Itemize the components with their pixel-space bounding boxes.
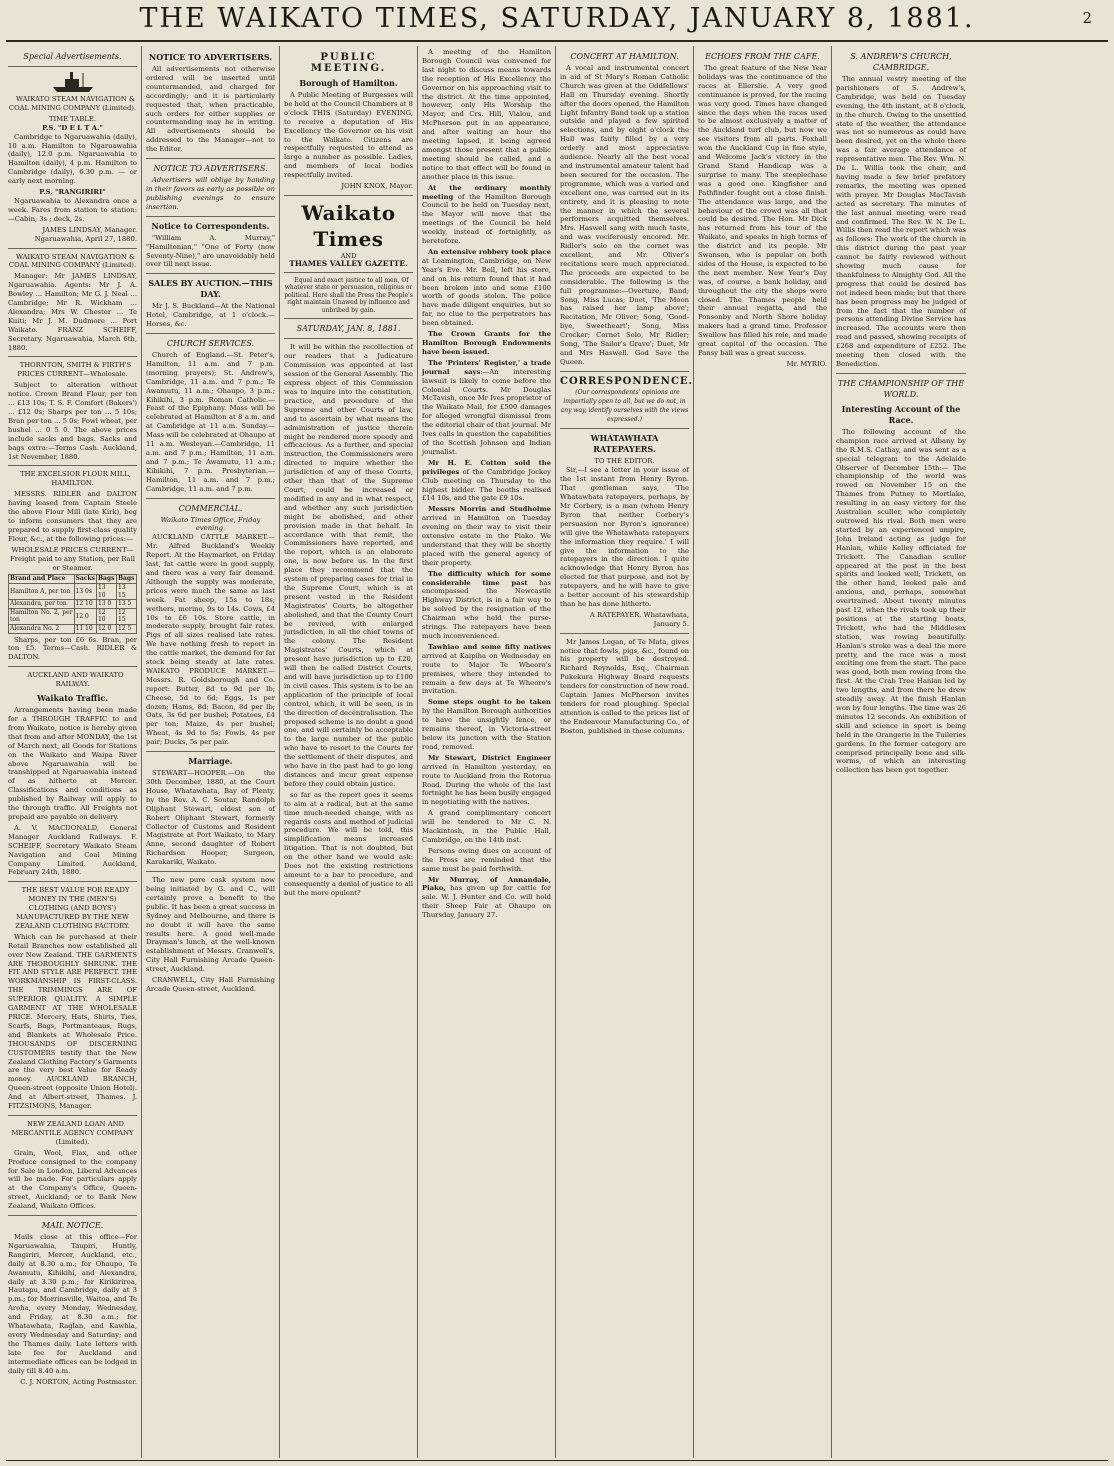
leader-article-continued: so far as the report goes it seems to aim at a radical, but at the same time much-needed change, with as regards costs and method of judicial procedure. We will be told, this simplification means increased litigation. That is not doubted, but on the other hand we would ask: Does not the existing restrictions amount to a bar to procedure, and consequently a denial of justice to all but the more opulent? (284, 790, 413, 897)
sales-heading: SALES BY AUCTION.—THIS DAY. (148, 278, 273, 300)
steam-nav-title: WAIKATO STEAM NAVIGATION & COAL MINING COMPANY (Limited). (8, 95, 137, 112)
marriage-heading: Marriage. (188, 756, 233, 767)
table-header: Sacks (75, 575, 95, 583)
masthead-title: THE WAIKATO TIMES, SATURDAY, JANUARY 8, 1881. (139, 3, 975, 34)
public-meeting-subheading: Borough of Hamilton. (299, 78, 398, 88)
news-paragraph (422, 459, 551, 504)
delta-ship-name: P.S. "D E L T A." (42, 123, 103, 132)
public-meeting-text: A Public Meeting of Burgesses will be held at the Council Chambers at 8 o'clock THIS (Saturday) EVENING, to receive a deputation of His Excellency the Governor on his visit to the Waikato. Citizens are respectfully requested to attend as large a number as possible. Ladies, and members of local bodies respectfully invited. (284, 91, 413, 180)
cask-ad-signature: CRANWELL, City Hall Furnishing Arcade Queen-street, Auckland. (146, 976, 275, 993)
table-cell: 13 15 (116, 584, 136, 600)
table-cell: 13 0s (74, 584, 96, 600)
table-cell: 13 5 (116, 600, 136, 609)
echoes-heading: ECHOES FROM THE CAFE. (705, 52, 820, 61)
steam-nav-signature: JAMES LINDSAY, Manager. Ngaruawahia, April 27, 1880. (34, 225, 137, 243)
news-body: :—An interesting lawsuit is likely to come before the Colonial Courts. Mr Douglas McTavish, once Mr Ives proprietor of the Waikato Mail, for £500 damages for alleged wrongful dismissal from the editorial chair of that journal. Mr Ives calls in question the capabilities of the Scottish Johnson and Indian journalist. (422, 367, 551, 456)
divider (284, 272, 413, 273)
news-lead: An extensive robbery took place (428, 247, 551, 256)
echoes-text: The great feature of the New Year holidays was the continuance of the races at Ellerslie. A very good continuance is proved, for the racing was very good. Times have changed since the days when the races used to be almost exclusively a matter of the Auckland turf club, but now we see visitors from all parts. Foxhall won the Auckland Cup in fine style, and Welcome Jack's victory in the Grand Stand Handicap was a surprise to many. The steeplechase was a good one. Kingfisher and Pathfinder fought out a close finish. The attendance was large, and the behaviour of the crowd was all that could be desired. The Hon. Mr Dick has returned from his tour of the Waikato, and speaks in high terms of the district and its people. Mr Swanson, who is popular on both sides of the House, is expected to be the next member. New Year's Day was, of course, a bank holiday, and throughout the city the shops were closed. The Thames people held their annual regatta, and the Ponsonby and North Shore holiday makers had a grand time. Professor Swallow has filled his role, and made great capital of the occasion. The Pansy ball was a great success. (698, 64, 827, 357)
prices-current-title: THORNTON, SMITH & FIRTH'S PRICES CURRENT—Wholesale. (17, 361, 132, 379)
paper-name: Waikato Times (301, 200, 396, 251)
echoes-signature: Mr. MYRIO. (786, 359, 827, 368)
divider (8, 465, 137, 466)
masthead-rule (6, 40, 1108, 42)
divider (146, 498, 275, 499)
divider (8, 356, 137, 357)
news-body: at Leamington, Cambridge, on New Year's Eve. Mr. Bell, left his store, and on his return found that it had been broken into and some £100 worth of goods stolen. The police have made diligent enquiries, but so far, no clue to the perpetrators has been obtained. (422, 256, 551, 328)
flour-mill-footer: Sharps, per ton £6 6s. Bran, per ton £5. Terms—Cash. RIDLER & DALTON. (8, 635, 137, 662)
bottom-rule (6, 1460, 1108, 1461)
news-body: by the Hamilton Borough authorities to have the unsightly fence, or remains thereof, in Victoria-street below its junction with the Station road, removed. (422, 707, 551, 751)
mail-notice-text: Mails close at this office—For Ngaruawahia, Taupiri, Huntly, Rangiriri, Mercer, Auckland, etc., daily at 8.30 a.m.; for Ohaupo, Te Awamutu, Kihikihi, and Alexandra, daily at 3.30 p.m.; for Kirikiriroa, Hautapu, and Cambridge, daily at 3 p.m.; for Morrinsville, Waitoa, and Te Aroha, every Monday, Wednesday, and Friday, at 8.30 a.m.; for Whatawhata, Raglan, and Kawhia, every Wednesday and Saturday; and the Thames daily. Late letters with late fee for Auckland and intermediate offices can be lodged in daily till 8.40 a.m. (8, 1233, 137, 1375)
divider (284, 195, 413, 196)
public-meeting-signature: JOHN KNOX, Mayor. (341, 182, 413, 191)
divider (8, 248, 137, 249)
table-header-row (9, 575, 137, 584)
divider (560, 633, 689, 634)
divider (836, 373, 966, 374)
steamer-icon (51, 71, 95, 93)
table-row (9, 624, 137, 633)
news-body: arrived in Hamilton on Tuesday evening on their way to visit their extensive estate in the Piako. We understand that they will be shortly placed with the general agency of their property. (422, 514, 551, 567)
column-3 (280, 46, 418, 1458)
table-cell: 12 10 (96, 608, 116, 624)
letter-salutation: TO THE EDITOR. (594, 457, 655, 466)
news-lead: The Crown Grants for the Hamilton Borough Endowments have been issued. (422, 330, 551, 356)
divider (284, 318, 413, 319)
news-paragraph (422, 876, 551, 921)
notice-advertisers-heading-2: NOTICE TO ADVERTISERS. (153, 164, 268, 174)
news-lead: The 'Printers' Register,' a trade journal says (422, 358, 551, 376)
commercial-text: AUCKLAND CATTLE MARKET.—Mr. Alfred Buckland's Weekly Report. At the Haymarket, on Friday last, fat cattle were in good supply, and there was a very fair demand. Although the supply was moderate, prices were much the same as last week. Fat sheep, 15s to 18s; wethers, merino, 9s to 14s. Cows, £4 10s to £6 10s. Store cattle, in moderate supply, brought fair rates. Pigs of all sizes realised late rates. We have nothing fresh to report in the cattle market, the demand for fat stock being steady at late rates. WAIKATO PRODUCE MARKET.—Messrs. R. Goldsborough and Co. report: Butter, 8d to 9d per lb; Cheese, 5d to 6d; Eggs, 1s per dozen; Hams, 8d; Bacon, 8d per lb; Oats, 3s 6d per bushel; Potatoes, £4 per ton; Maize, 4s per bushel; Wheat, 4s 9d to 5s; Fowls, 4s per pair; Ducks, 5s per pair. (146, 533, 275, 747)
loan-agency-text: Grain, Wool, Flax, and other Produce consigned to the company for Sale in London, Liberal Advances will be made. For particulars apply at the Company's Office, Queen-street, Auckland; or to Bank New Zealand, Waikato Offices. (8, 1148, 137, 1211)
divider (146, 273, 275, 274)
notice-advertisers-heading: NOTICE TO ADVERTISERS. (148, 52, 273, 62)
rangiriri-ship-name: P.S. "RANGIRIRI" (39, 188, 106, 197)
news-paragraph (422, 505, 551, 567)
divider (560, 428, 689, 429)
letter-text: Sir,—I see a letter in your issue of the 1st instant from Henry Byron. That gentleman says, 'The Whatawhata ratepayers, perhaps, by Mr Corbery, is a man (whom Henry Byron that neither Corbery's persuasion nor Byron's ignorance) will give the Whatawhata ratepayers the information they require.' I will give the information to the ratepayers in the direction. I quite acknowledge that Henry Byron has elected for that purpose, and not by ratepayers, and he will have to give a better account of his stewardship than he has done hitherto. (560, 466, 689, 608)
correspondents-heading: Notice to Correspondents. (151, 220, 270, 231)
sales-text: Mr J. S. Buckland—At the National Hotel, Cambridge, at 1 o'clock.—Horses, &c. (146, 302, 275, 329)
railway-text: Arrangements having been made for a THROUGH TRAFFIC to and from Waikato, notice is hereby given that from and after MONDAY, the 1st of March next, all Goods for Stations on the Waikato and Waipa River above Ngaruawahia will be transhipped at Ngaruawahia instead of as hitherto at Mercer. Classifications and conditions as published by Railway will apply to the through traffic. All Freights not prepaid are payable on delivery. (8, 706, 137, 821)
news-lead: At the ordinary monthly meeting (422, 183, 551, 201)
st-andrews-text: The annual vestry meeting of the parishioners of S. Andrew's, Cambridge, was held on Tuesday evening, the 4th instant, at 8 o'clock, in the church. Owing to the unsettled state of the weather, the attendance was not so numerous as could have been desired, yet on the whole there was a fair average attendance of representative men. The Rev. Wm. N. De L. Willis took the chair, and having made a few brief prefatory remarks, the meeting was opened with prayer. Mr Douglas MacTavish acted as secretary. The minutes of the last annual meeting were read and confirmed. The Rev. W. N. De L. Willis then read the report which was as follows: The work of the church in this district during the past year cannot be fairly reviewed without showing much cause for thankfulness to Almighty God. All the progress that could be desired has not indeed been made; but that there has been progress may be judged of from the fact that the number of persons attending Divine Service has increased. The accounts were then read and passed, showing receipts of £268 and expenditure of £252. The meeting then closed with the Benediction. (836, 75, 966, 368)
masthead (0, 0, 1114, 38)
news-paragraph (422, 184, 551, 246)
news-paragraph (422, 754, 551, 807)
divider (560, 371, 689, 372)
table-cell: 12 10 (74, 600, 96, 609)
table-cell: Hamilton No. 2, per ton (10, 608, 73, 624)
table-cell: 12 5 (116, 624, 136, 633)
news-lead: Mr Murray, of Annandale, Piako, (422, 875, 551, 893)
rangiriri-timetable: Ngaruawahia to Alexandra once a week. Fares from station to station:—Cabin, 3s ; deck, 2s. (8, 196, 137, 223)
table-cell: Alexandra, per ton (9, 600, 75, 609)
news-lead: The difficulty which for some considerable time past (422, 569, 551, 587)
railway-title: AUCKLAND AND WAIKATO RAILWAY. (27, 671, 124, 689)
championship-subheading: Interesting Account of the Race. (841, 403, 961, 425)
commercial-heading: COMMERCIAL. (178, 503, 243, 513)
page-number: 2 (1082, 9, 1092, 27)
column-7 (832, 46, 970, 1458)
divider (8, 66, 137, 67)
news-paragraph (422, 359, 551, 457)
flour-mill-text: MESSRS. RIDLER and DALTON having leased from Captain Steele the above Flour Mill (late Kirk), beg to inform consumers that they are prepared to supply first-class quality Flour, &c., at the following prices:— (8, 490, 137, 543)
divider (8, 666, 137, 667)
column-6 (694, 46, 832, 1458)
divider (8, 1215, 137, 1216)
news-body: of the Hamilton Borough Council to be held on Tuesday next, the Mayor will move that the meetings of the Council be held weekly, instead of fortnightly, as heretofore. (422, 192, 551, 246)
special-ads-heading: Special Advertisements. (23, 52, 122, 61)
table-row (9, 608, 137, 624)
table-cell: 11 10 (74, 624, 96, 633)
table-cell: 13 0 (96, 600, 116, 609)
news-paragraph (422, 698, 551, 751)
divider (146, 751, 275, 752)
public-meeting-heading: PUBLIC MEETING. (310, 52, 387, 74)
table-header: Bags (97, 575, 115, 583)
divider (146, 333, 275, 334)
table-cell: 13 10 (96, 584, 116, 600)
notices-paragraph: Mr James Logan, of Te Mata, gives notice that fowls, pigs, &c., found on his property will be destroyed. Richard Reynolds, Esq., Chairman Pukekura Highway Board requests tenders for construction of new road. Captain James McPherson invites tenders for road ploughing. Special attention is called to the prices list of the Endeavour Manufacturing Co., of Boston, published in these columns. (560, 637, 689, 735)
column-1 (4, 46, 142, 1458)
columns (4, 46, 1110, 1458)
divider (8, 881, 137, 882)
news-paragraph: Persons owing dues on account of the Press are reminded that the same must be paid forthwith. (422, 846, 551, 873)
mail-notice-heading: MAIL NOTICE. (41, 1221, 104, 1231)
news-paragraph: A grand complimentary concert will be tendered to Mr C. N. Mackintosh, in the Public Hall, Cambridge, on the 14th inst. (422, 809, 551, 844)
paper-motto: Equal and exact justice to all men, Of whatever state or persuasion, religious or political. Here shall the Press the People's right maintain Unawed by influence and unbribed by gain. (284, 276, 413, 314)
news-lead: Tawhiao and some fifty natives (428, 642, 551, 651)
column-2 (142, 46, 280, 1458)
table-cell: Hamilton A, per ton (9, 584, 75, 600)
clothing-text: Which can be purchased at their Retail Branches now established all over New Zealand. THE GARMENTS ARE THOROUGHLY SHRUNK. THE FIT AND STYLE ARE PERFECT. THE WORKMANSHIP IS FIRST-CLASS. THE TRIMMINGS ARE OF SUPERIOR QUALITY. A SIMPLE GARMENT AT THE WHOLESALE PRICE. Mercery, Hats, Shirts, Ties, Scarfs, Bags, Portmanteaus, Rugs, and Blankets at Wholesale Price. THOUSANDS OF DISCERNING CUSTOMERS testify that the New Zealand Clothing Factory's Garments are the very best Value for Ready money. AUCKLAND BRANCH, Queen-street (opposite Union Hotel). And at Albert-street, Thames. J. FITZSIMONS, Manager. (8, 932, 137, 1111)
marriage-text: STEWART—HOOPER.—On the 30th December, 1880, at the Court House, Whatawhata, Bay of Plenty, by the Rev. A. C. Soutar, Randolph Oliphant Stewart, eldest son of Robert Oliphant Stewart, formerly Collector of Customs and Resident Magistrate at Port Waikato, to Mary Anne, second daughter of Robert Richardson Hooper, Surgeon, Karakariki, Waikato. (146, 769, 275, 867)
divider (284, 338, 413, 339)
concert-text: A vocal and instrumental concert in aid of St Mary's Roman Catholic Church was given at the Oddfellows' Hall on Thursday evening. Shortly after the doors opened, the Hamilton Light Infantry Band took up a station outside and played a few spirited selections, and by eight o'clock the Hall was fairly filled by a very orderly and most appreciative audience. Nearly all the best vocal and instrumental amateur talent had been secured for the occasion. The programme, which was a varied and excellent one, was carried out in its entirety, and it is pleasing to note the manner in which the several performers acquitted themselves. Mrs. Haswell sang with much taste, and was vociferously encored. Mr. Ridler's solo on the cornet was excellent, and Mr. Oliver's recitations were much appreciated. The proceeds are expected to be considerable. The following is the full programme:—Overture, Band; Song, Miss Lucas; Duet, 'The Moon has raised her lamp above'; Recitation, Mr Oliver; Song, 'Good-bye, Sweetheart'; Song, Miss Crocker; Cornet Solo, Mr Ridler; Song, 'The Sailor's Grave'; Duet, Mr and Mrs Haswell. God Save the Queen. (560, 64, 689, 366)
paper-and: AND (340, 251, 357, 260)
divider (146, 871, 275, 872)
railway-signature: A. V. MACDONALD, General Manager Auckland Railways. F. SCHEIFF, Secretary Waikato Steam Navigation and Coal Mining Company Limited. Auckland, February 24th, 1880. (8, 823, 137, 877)
column-4 (418, 46, 556, 1458)
timetable-label: TIME TABLE. (48, 114, 96, 123)
concert-heading: CONCERT AT HAMILTON. (570, 52, 679, 61)
news-body: arrived at Kaipiha on Wednesday en route to Major Te Wheoro's premises, where they intended to remain a few days at Te Wheoro's invitation. (422, 651, 551, 696)
championship-text: The following account of the champion race arrived at Albany by the R.M.S. Cathay, and was sent as a special telegram to the Adelaide Observer of December 15th:— The championship of the world was rowed on November 15 on the Thames from Putney to Mortlake, resulting in an easy victory for the Australian sculler, who completely outrowed his rival. Both men were started by an experienced umpire, John Ireland acting as judge for Hanlan, while Kelley officiated for Trickett. The Canadian sculler appeared at the post in the best spirits and looked well; Trickett, on the other hand, looked pale and anxious, and, perhaps, somewhat overtrained. About twenty minutes past 12, when the rivals took up their positions at the starting boats, Trickett, who had the Middlesex station, was rowing beautifully. Hanlan's stroke was a deal the more pretty, and the race was a most exciting one from the start. The pace was good, both men rowing from the first. At the Crab Tree Hanlan led by two lengths, and from there he drew steadily away. At the finish Hanlan won by four lengths. The time was 26 minutes 12 seconds. An exhibition of skill and science in sport is being held in the Orangerie in the Tuileries gardens. In the former category are comprised principally bone and silk-worms, of which an interesting collection has been got together. (836, 427, 966, 775)
loan-agency-title: NEW ZEALAND LOAN AND MERCANTILE AGENCY COMPANY (Limited). (11, 1119, 134, 1146)
letter-heading: WHATAWHATA RATEPAYERS. (590, 433, 659, 455)
news-lead: Mr H. E. Cotton sold the privileges (422, 458, 551, 476)
church-services-heading: CHURCH SERVICES. (166, 339, 255, 349)
column-5 (556, 46, 694, 1458)
table-row (9, 584, 137, 600)
paper-nameplate (284, 200, 413, 268)
notice-advertisers-text-2: Advertisers will oblige by handing in their favors as early as possible on publishing evenings to ensure insertion. (146, 176, 275, 211)
news-body: of the Cambridge Jockey Club meeting on Thursday to the highest bidder. The booths realised £14 10s, and the gate £9 10s. (422, 467, 551, 503)
table-cell: 12 0 (96, 624, 116, 633)
flour-prices-table (8, 574, 137, 633)
table-row (9, 600, 137, 609)
flour-mill-title: THE EXCELSIOR FLOUR MILL, HAMILTON. (20, 470, 131, 488)
leader-dateline: SATURDAY, JAN. 8, 1881. (296, 324, 401, 334)
notice-advertisers-text: All advertisements not otherwise ordered will be inserted until countermanded, and charged for accordingly; and it is particularly requested that, when practicable, such orders for either supplies or countermanding may be in writing. All advertisements should be addressed to the Manager—not to the Editor. (146, 65, 275, 154)
news-body: has encompassed the Newcastle Highway District, is in a fair way to be solved by the resignation of the Chairman who held the purse-strings. The ratepayers have been much inconvenienced. (422, 578, 551, 640)
table-cell: Alexandra No. 2 (9, 624, 75, 633)
news-paragraph (422, 330, 551, 357)
correspondence-note: (Our correspondents' opinions are impartially open to all, but we do not, in any way, identify ourselves with the views expressed.) (560, 388, 689, 423)
news-body: has given up for cattle for sale. W. J. Hunter and Co. will hold their Sheep Fair at Ohaupo on Thursday, January 27. (422, 884, 551, 920)
paper-subtitle: THAMES VALLEY GAZETTE. (289, 258, 408, 268)
championship-heading: THE CHAMPIONSHIP OF THE WORLD. (837, 378, 965, 399)
news-lead: Mr Stewart, District Engineer (428, 753, 551, 762)
news-paragraph (422, 570, 551, 641)
divider (146, 216, 275, 217)
news-paragraph: A meeting of the Hamilton Borough Council was convened for last night to discuss means towards the reception of His Excellency the Governor on his approaching visit to the district. At the time appointed, however, only His Worship the Mayor, and Crs. Hill, Vialou, and McPherson put in an appearance, and after waiting an hour the meeting lapsed, it being agreed amongst those present that a public meeting should be called, and a notice to that effect will be found in another place in this issue. (422, 48, 551, 181)
table-header: Bags (117, 575, 135, 583)
church-services-text: Church of England.—St. Peter's, Hamilton, 11 a.m. and 7 p.m. (morning prayers); St. Andrew's, Cambridge, 11 a.m. and 7 p.m.; Te Awamutu, 11 a.m.; Ohaupo, 3 p.m.; Kihikihi, 3 p.m. Roman Catholic.—Feast of the Epiphany. Mass will be celebrated at Hamilton at 8 a.m. and at Cambridge at 11 a.m. Sunday.—Mass will be celebrated at Ohaupo at 11 a.m. Wesleyan.—Cambridge, 11 a.m. and 7 p.m.; Hamilton, 11 a.m. and 7 p.m.; Te Awamutu, 11 a.m.; Kihikihi, 7 p.m. Presbyterian.—Hamilton, 11 a.m. and 7 p.m.; Cambridge, 11 a.m. and 7 p.m. (146, 351, 275, 493)
flour-mill-table-title: WHOLESALE PRICES CURRENT—Freight paid to any Station, per Rail or Steamer. (10, 545, 135, 572)
cask-ad-text: The new pure cask system now being initiated by G. and C., will certainly prove a benefit to the public. It has been a great success in Sydney and Melbourne, and there is no doubt it will have the same results here. A good well-made Drayman's lunch, at the well-known establishment of Messrs. Cranwell's, City Hall Furnishing Arcade Queen-street, Auckland. (146, 876, 275, 974)
news-body: arrived in Hamilton yesterday, en route to Auckland from the Rotorua Road. During the whole of the last fortnight he has been busily engaged in negotiating with the natives. (422, 762, 551, 807)
news-paragraph (422, 248, 551, 328)
clothing-title: THE BEST VALUE FOR READY MONEY IN THE (MEN'S) CLOTHING (AND BOYS') MANUFACTURED BY THE NEW ZEALAND CLOTHING FACTORY. (15, 886, 130, 930)
table-header: Brand and Place (9, 575, 75, 584)
leader-article: It will be within the recollection of our readers that a Judicature Commission was appointed at last session of the General Assembly. The express object of this Commission was to inquire into the constitution, practice, and procedure of the Supreme and other Courts of law, and to ascertain by what means the administration of justice therein might be rendered more speedy and efficacious. As a further, and special instruction, the Commissioners were directed to inquire whether the jurisdiction of any of these Courts, other than that of the Supreme Court, could be increased or modified in any and in what respect, and whether any such jurisdiction might be abolished, and other provision made in that behalf. In accordance with that remit, the Commissioners have reported, and the report, which is an elaborate one, is now before us. In the first place they recommend that the system of preparing cases for trial in the Supreme Court, which is at present vested in the Resident Magistrates' Courts, be altogether abolished, and that the County Court be revived, with enlarged jurisdiction, in all the chief towns of the colony. The Resident Magistrates' Courts, which at present have jurisdiction up to £20, will then be called District Courts, and will have jurisdiction up to £100 in civil cases. This system is to be an application of the principle of local control, which, it will be seen, is in the direction of decentralisation. The proposed scheme is no doubt a good one, and will certainly be acceptable to the large number of the public who have to resort to the Courts for the settlement of their disputes, and who have in the past had to go long distances and incur great expense before they could obtain justice. (284, 343, 413, 788)
railway-subtitle: Waikato Traffic. (36, 693, 109, 704)
delta-timetable: Cambridge to Ngaruawahia (daily), 10 a.m. Hamilton to Ngaruawahia (daily), 12.0 p.m. Ngaruawahia to Hamilton (daily), 4 p.m. Hamilton to Cambridge (daily), 6.30 p.m. — or early next morning. (8, 132, 137, 186)
correspondence-heading: CORRESPONDENCE. (560, 375, 694, 387)
steam-nav-agents: Manager: Mr JAMES LINDSAY, Ngaruawahia. Agents: Mr J. A. Bowley ... Hamilton; Mr G. J. Neal ... Cambridge; Mr R. Wickham ... Alexandra; Mrs W. Chester ... Te Kuiti; Mr J. M. Dudmore ... Port Waikato. FRANZ SCHEIFF, Secretary. Ngaruawahia, March 6th, 1880. (8, 272, 137, 352)
mail-notice-signature: C. J. NORTON, Acting Postmaster. (20, 1377, 137, 1386)
prices-current-text: Subject to alteration without notice. Crown Brand Flour, per ton ... £13 10s; T. S. F. Comfort (Bakers') ... £12 0s; Sharps per ton ... 5 10s; Bran per ton ... 5 0s; Fowl wheat, per bushel ... 0 5 0. The above prices include sacks and bags. Sacks and bags extra:—Terms Cash. Auckland, 1st November, 1880. (8, 381, 137, 461)
news-lead: Some steps ought to be taken (428, 698, 551, 707)
commercial-dateline: Waikato Times Office, Friday evening. (160, 515, 261, 533)
steam-nav-title-2: WAIKATO STEAM NAVIGATION & COAL MINING COMPANY (Limited). (8, 252, 137, 270)
correspondents-text: "William A. Murray," "Hamiltonian," "One of Forty (now Seventy-Nine)," are unavoidably held over till next issue. (146, 233, 275, 269)
divider (146, 158, 275, 159)
letter-signature: A RATEPAYER. Whatawhata, January 5. (589, 610, 689, 628)
news-lead: Messrs Morrin and Studholme (428, 505, 551, 514)
table-cell: 12 0 (74, 608, 96, 624)
table-cell: 12 15 (116, 608, 136, 624)
st-andrews-heading: S. ANDREW'S CHURCH, CAMBRIDGE. (850, 52, 952, 72)
divider (8, 1115, 137, 1116)
news-paragraph (422, 643, 551, 696)
